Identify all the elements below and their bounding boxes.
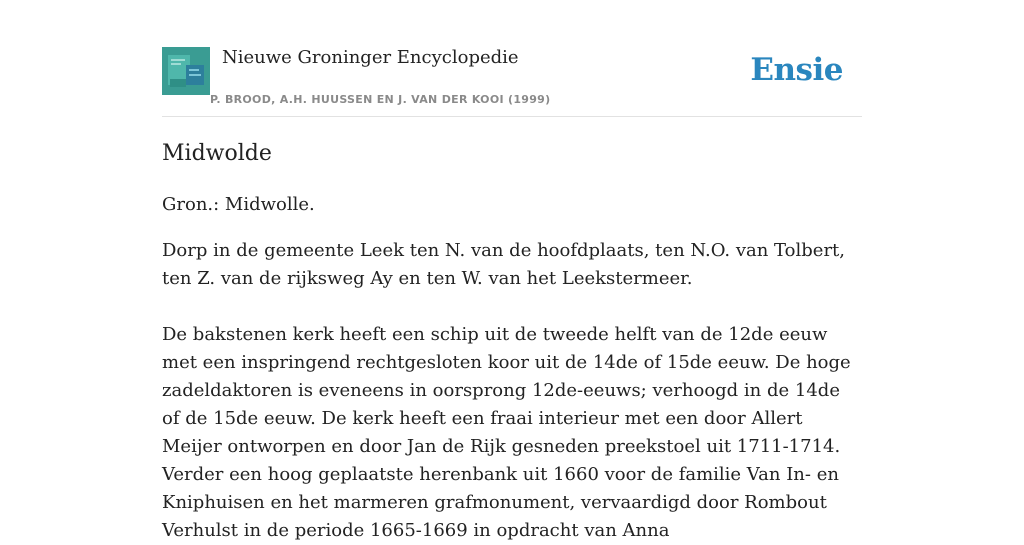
paragraph-break (162, 293, 862, 321)
dialect-name: Gron.: Midwolle. (162, 194, 315, 215)
source-header (162, 46, 862, 117)
entry-content (162, 138, 862, 545)
source-authors: P. BROOD, A.H. HUUSSEN EN J. VAN DER KOOI (1999) (210, 93, 551, 106)
source-title[interactable]: Nieuwe Groninger Encyclopedie (222, 47, 519, 68)
entry-paragraph: De bakstenen kerk heeft een schip uit de tweede helft van de 12de eeuw met een inspringend rechtgesloten koor uit de 14de of 15de eeuw. De hoge zadeldaktoren is eveneens in oorsprong 12de-eeuws; verhoogd in de 14de of de 15de eeuw. De kerk heeft een fraai interieur met een door Allert Meijer ontworpen en door Jan de Rijk gesneden preekstoel uit 1711-1714. Verder een hoog geplaatste herenbank uit 1660 voor de familie Van In- en Kniphuisen en het marmeren grafmonument, vervaardigd door Rombout Verhulst in de periode 1665-1669 in opdracht van Anna (162, 324, 851, 541)
book-cover-icon[interactable] (162, 47, 210, 95)
entry-title: Midwolde (162, 141, 272, 166)
entry-paragraph: Dorp in de gemeente Leek ten N. van de hoofdplaats, ten N.O. van Tolbert, ten Z. van de rijksweg Ay en ten W. van het Leekstermeer. (162, 240, 845, 289)
entry-body (162, 237, 862, 545)
ensie-logo[interactable]: Ensie (750, 52, 843, 88)
